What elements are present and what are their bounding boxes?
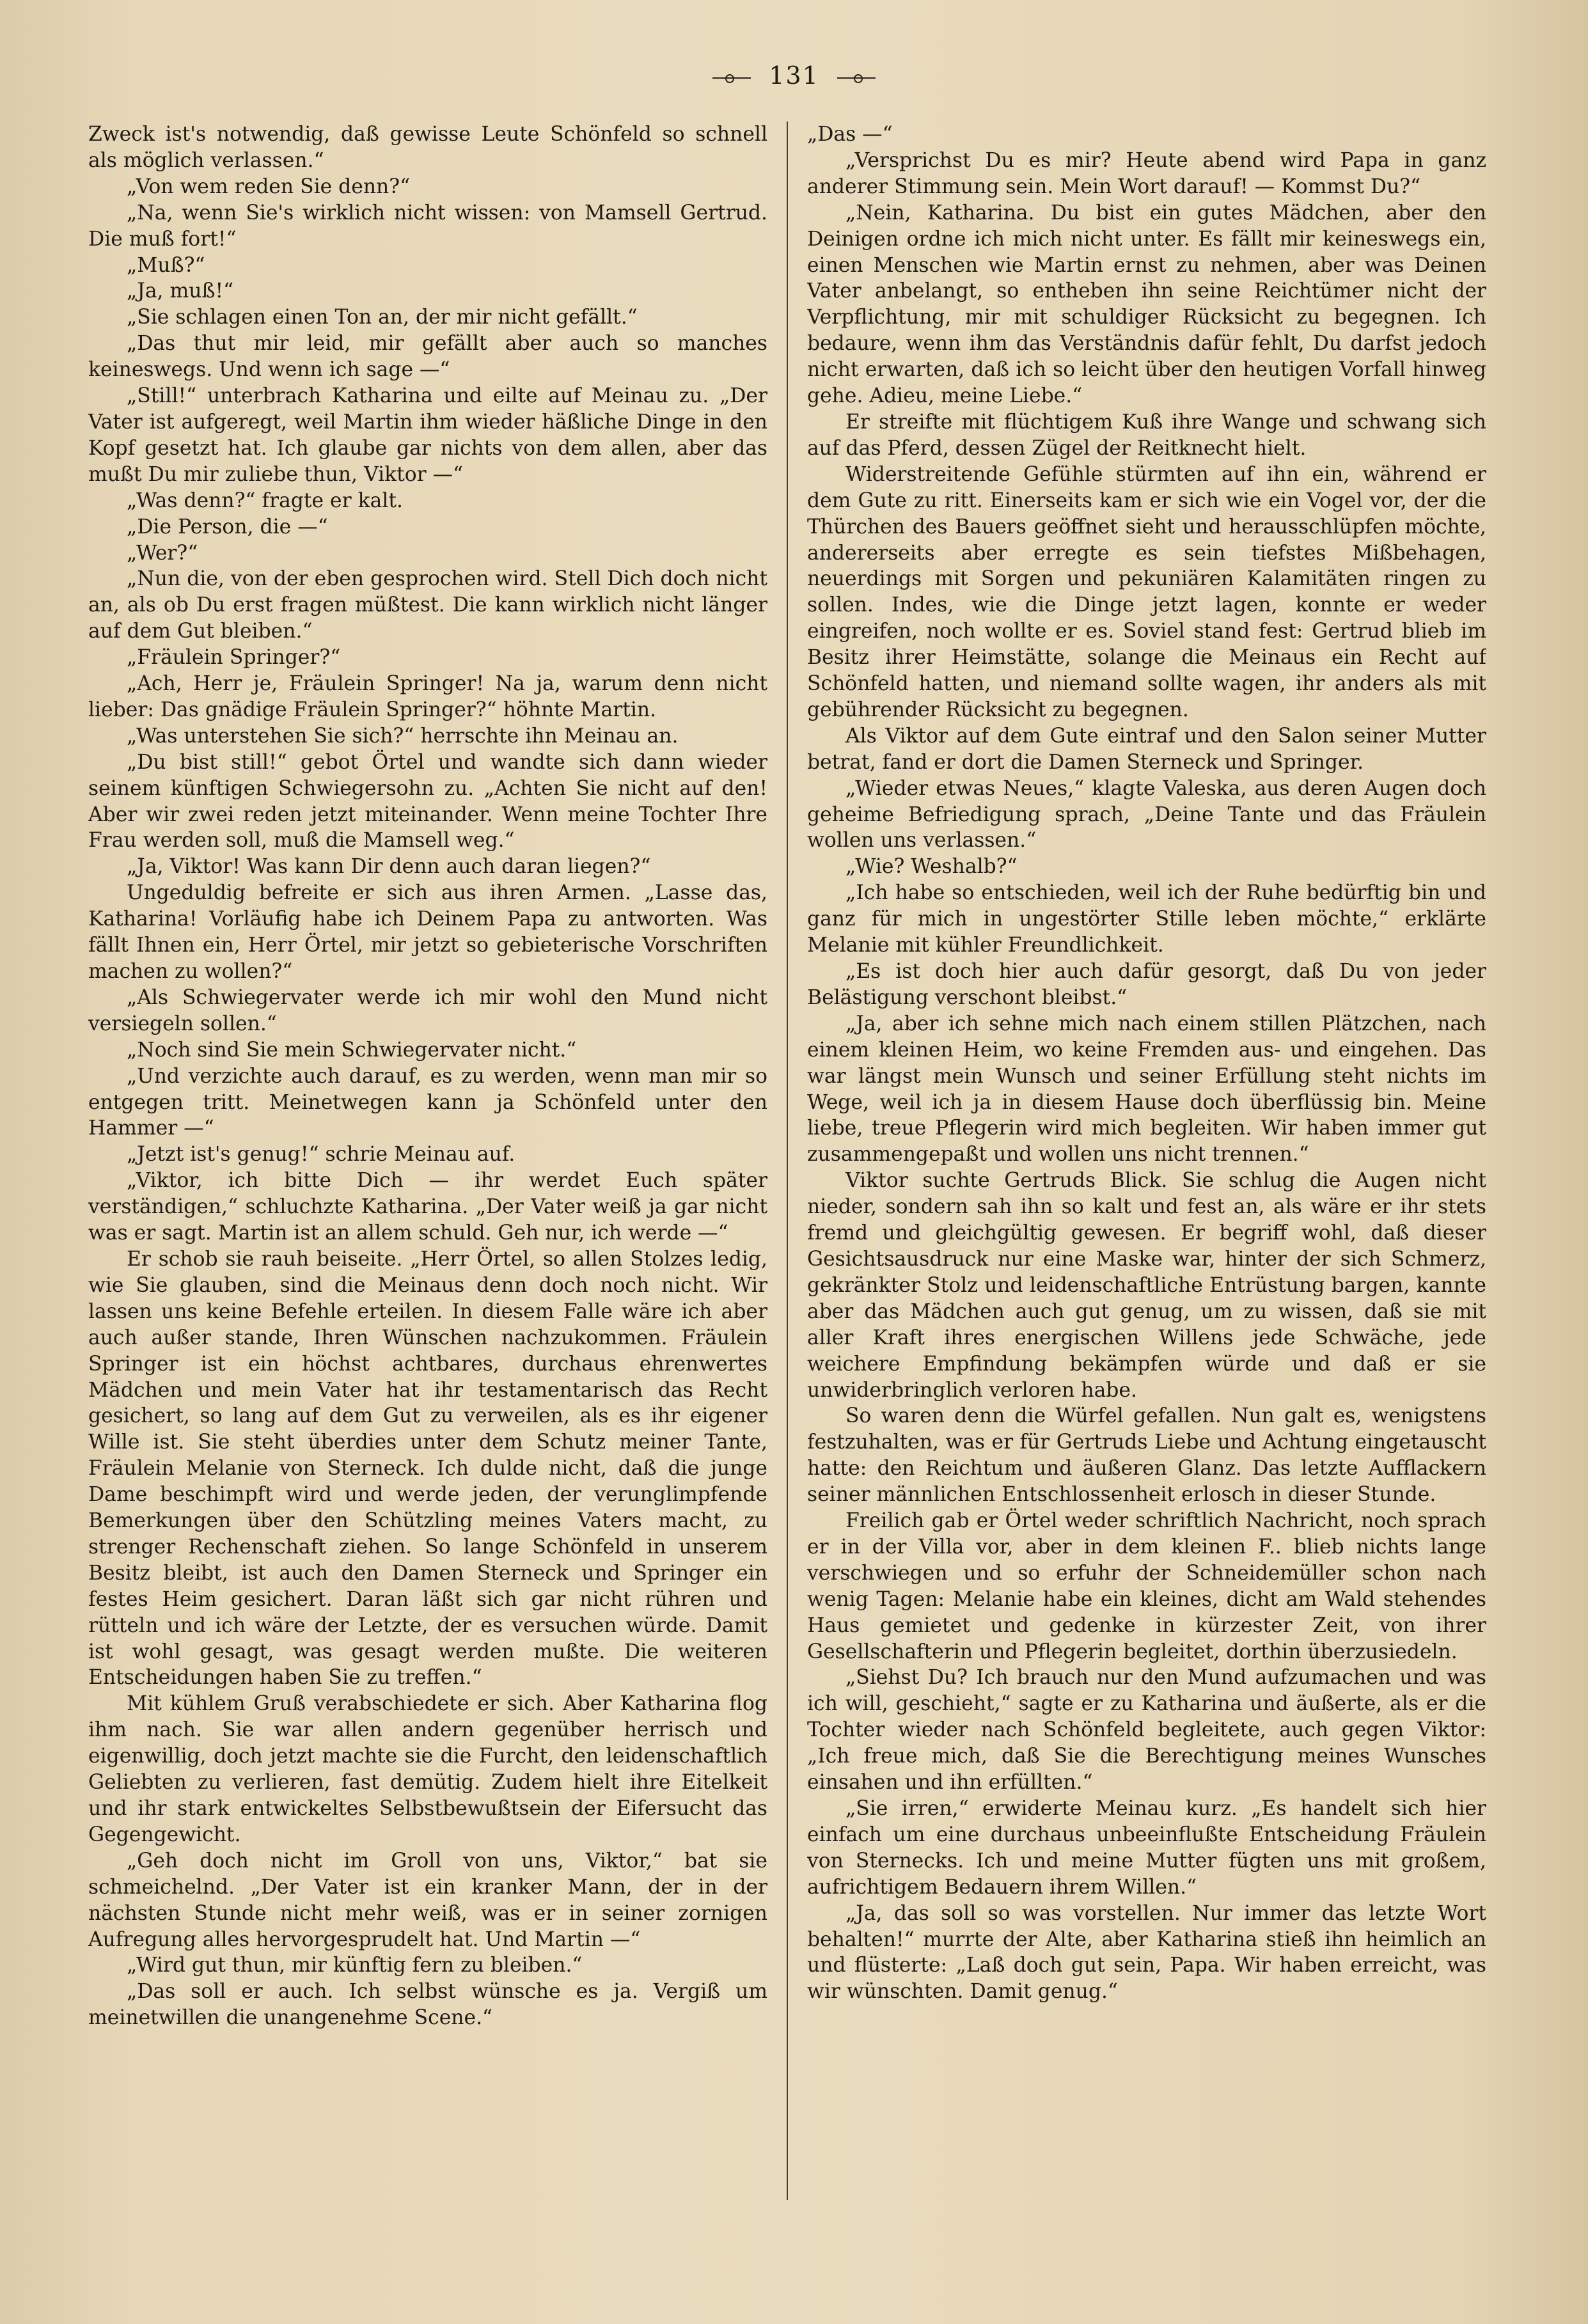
ornament-right-icon — [837, 77, 876, 79]
paragraph: „Nein, Katharina. Du bist ein gutes Mädchen, aber den Deinigen ordne ich mich nicht unter. Es fällt mir keineswegs ein, einen Menschen wie Martin ernst zu nehmen, aber was Deinen Vater anbelangt, so entheben ihn seine Reichtümer nicht der Verpflichtung, mir mit schuldiger Rücksicht zu begegnen. Ich bedaure, wenn ihm das Verständnis dafür fehlt, Du darfst jedoch nicht erwarten, daß ich so leicht über den heutigen Vorfall hinweg gehe. Adieu, meine Liebe.“ — [807, 201, 1486, 408]
paragraph: „Ich habe so entschieden, weil ich der Ruhe bedürftig bin und ganz für mich in ungestörter Stille leben möchte,“ erklärte Melanie mit kühler Freundlichkeit. — [807, 881, 1486, 957]
paragraph: „Wieder etwas Neues,“ klagte Valeska, aus deren Augen doch geheime Befriedigung sprach, „Deine Tante und das Fräulein wollen uns verlassen.“ — [807, 776, 1486, 852]
paragraph: „Wer?“ — [127, 541, 198, 565]
paragraph: Widerstreitende Gefühle stürmten auf ihn ein, während er dem Gute zu ritt. Einerseits kam er sich wie ein Vogel vor, der die Thürchen des Bauers geöffnet sieht und herausschlüpfen möchte, andererseits aber erregte es sein tiefstes Mißbehagen, neuerdings mit Sorgen und pekuniären Kalamitäten ringen zu sollen. Indes, wie die Dinge jetzt lagen, konnte er weder eingreifen, noch wollte er es. Soviel stand fest: Gertrud blieb im Besitz ihrer Heimstätte, solange die Meinaus ein Recht auf Schönfeld hatten, und niemand sollte wagen, ihr anders als mit gebührender Rücksicht zu begegnen. — [807, 462, 1486, 721]
paragraph: „Was unterstehen Sie sich?“ herrschte ihn Meinau an. — [127, 724, 679, 748]
paragraph: Viktor suchte Gertruds Blick. Sie schlug die Augen nicht nieder, sondern sah ihn so kalt und fest an, als wäre er ihr stets fremd und gleichgültig gewesen. Er begriff wohl, daß dieser Gesichtsausdruck nur eine Maske war, hinter der sich Schmerz, gekränkter Stolz und leidenschaftliche Entrüstung bargen, kannte aber das Mädchen auch gut genug, um zu wissen, daß sie mit aller Kraft ihres energischen Willens jede Schwäche, jede weichere Empfindung bekämpfen würde und daß er sie unwiderbringlich verloren habe. — [807, 1169, 1486, 1402]
paragraph: „Als Schwiegervater werde ich mir wohl den Mund nicht versiegeln sollen.“ — [88, 985, 767, 1035]
paragraph: „Viktor, ich bitte Dich — ihr werdet Euch später verständigen,“ schluchzte Katharina. „Der Vater weiß ja gar nicht was er sagt. Martin ist an allem schuld. Geh nur, ich werde —“ — [88, 1169, 767, 1245]
paragraph: „Das thut mir leid, mir gefällt aber auch so manches keineswegs. Und wenn ich sage —“ — [88, 332, 767, 382]
paragraph: Mit kühlem Gruß verabschiedete er sich. Aber Katharina flog ihm nach. Sie war allen andern gegenüber herrisch und eigenwillig, doch jetzt machte sie die Furcht, den leidenschaftlich Geliebten zu verlieren, fast demütig. Zudem hielt ihre Eitelkeit und ihr stark entwickeltes Selbstbewußtsein der Eifersucht das Gegengewicht. — [88, 1692, 767, 1846]
paragraph: „Ach, Herr je, Fräulein Springer! Na ja, warum denn nicht lieber: Das gnädige Fräulein Springer?“ höhnte Martin. — [88, 672, 767, 721]
paragraph: „Na, wenn Sie's wirklich nicht wissen: von Mamsell Gertrud. Die muß fort!“ — [88, 201, 767, 251]
paragraph: „Wie? Weshalb?“ — [845, 855, 1018, 879]
ornament-left-icon — [712, 77, 751, 79]
paragraph: „Ja, Viktor! Was kann Dir denn auch daran liegen?“ — [127, 855, 651, 879]
paragraph: „Sie schlagen einen Ton an, der mir nicht gefällt.“ — [127, 306, 638, 329]
paragraph: „Die Person, die —“ — [127, 515, 328, 538]
paragraph: „Was denn?“ fragte er kalt. — [127, 489, 403, 512]
paragraph: „Sie irren,“ erwiderte Meinau kurz. „Es handelt sich hier einfach um eine durchaus unbeeinflußte Entscheidung Fräulein von Sternecks. Ich und meine Mutter fügten uns mit großem, aufrichtigem Bedauern ihrem Willen.“ — [807, 1797, 1486, 1899]
paragraph: „Und verzichte auch darauf, es zu werden, wenn man mir so entgegen tritt. Meinetwegen kann ja Schönfeld unter den Hammer —“ — [88, 1064, 767, 1140]
left-column — [88, 122, 767, 2206]
paragraph: „Es ist doch hier auch dafür gesorgt, daß Du von jeder Belästigung verschont bleibst.“ — [807, 960, 1486, 1009]
column-divider — [787, 122, 788, 2200]
paragraph: Zweck ist's notwendig, daß gewisse Leute Schönfeld so schnell als möglich verlassen.“ — [88, 123, 767, 172]
paragraph: „Du bist still!“ gebot Örtel und wandte sich dann wieder seinem künftigen Schwiegersohn zu. „Achten Sie nicht auf den! Aber wir zwei reden jetzt miteinander. Wenn meine Tochter Ihre Frau werden soll, muß die Mamsell weg.“ — [88, 750, 767, 852]
paragraph: Er schob sie rauh beiseite. „Herr Örtel, so allen Stolzes ledig, wie Sie glauben, sind die Meinaus denn doch noch nicht. Wir lassen uns keine Befehle erteilen. In diesem Falle wäre ich aber auch außer stande, Ihren Wünschen nachzukommen. Fräulein Springer ist ein höchst achtbares, durchaus ehrenwertes Mädchen und mein Vater hat ihr testamentarisch das Recht gesichert, so lang auf dem Gut zu verweilen, als es ihr eigener Wille ist. Sie steht überdies unter dem Schutz meiner Tante, Fräulein Melanie von Sterneck. Ich dulde nicht, daß die junge Dame beschimpft wird und werde jeden, der verunglimpfende Bemerkungen über den Schützling meines Vaters macht, zu strenger Rechenschaft ziehen. So lange Schönfeld in unserem Besitz bleibt, ist auch den Damen Sterneck und Springer ein festes Heim gesichert. Daran läßt sich gar nicht rühren und rütteln und ich wäre der Letzte, der es versuchen würde. Damit ist wohl gesagt, was gesagt werden mußte. Die weiteren Entscheidungen haben Sie zu treffen.“ — [88, 1247, 767, 1690]
paragraph: „Fräulein Springer?“ — [127, 646, 341, 670]
paragraph: „Geh doch nicht im Groll von uns, Viktor,“ bat sie schmeichelnd. „Der Vater ist ein kranker Mann, der in der nächsten Stunde nicht mehr weiß, was er in seiner zornigen Aufregung alles hervorgesprudelt hat. Und Martin —“ — [88, 1849, 767, 1951]
page-number: 131 — [769, 61, 819, 90]
paragraph: „Versprichst Du es mir? Heute abend wird Papa in ganz anderer Stimmung sein. Mein Wort darauf! — Kommst Du?“ — [807, 148, 1486, 198]
paragraph: Ungeduldig befreite er sich aus ihren Armen. „Lasse das, Katharina! Vorläufig habe ich Deinem Papa zu antworten. Was fällt Ihnen ein, Herr Örtel, mir jetzt so gebieterische Vorschriften machen zu wollen?“ — [88, 881, 767, 983]
paragraph: Als Viktor auf dem Gute eintraf und den Salon seiner Mutter betrat, fand er dort die Damen Sterneck und Springer. — [807, 724, 1486, 774]
paragraph: „Nun die, von der eben gesprochen wird. Stell Dich doch nicht an, als ob Du erst fragen müßtest. Die kann wirklich nicht länger auf dem Gut bleiben.“ — [88, 567, 767, 643]
paragraph: „Das —“ — [807, 123, 893, 146]
paragraph: Er streifte mit flüchtigem Kuß ihre Wange und schwang sich auf das Pferd, dessen Zügel der Reitknecht hielt. — [807, 410, 1486, 460]
paragraph: „Wird gut thun, mir künftig fern zu bleiben.“ — [127, 1954, 583, 1977]
paragraph: So waren denn die Würfel gefallen. Nun galt es, wenigstens festzuhalten, was er für Gertruds Liebe und Achtung eingetauscht hatte: den Reichtum und äußeren Glanz. Das letzte Aufflackern seiner männlichen Entschlossenheit erlosch in dieser Stunde. — [807, 1404, 1486, 1507]
paragraph: „Noch sind Sie mein Schwiegervater nicht.“ — [127, 1038, 577, 1062]
paragraph: „Das soll er auch. Ich selbst wünsche es ja. Vergiß um meinetwillen die unangenehme Scene.“ — [88, 1980, 767, 2030]
paragraph: „Ja, muß!“ — [127, 279, 234, 303]
paragraph: „Von wem reden Sie denn?“ — [127, 175, 411, 198]
page-header — [0, 61, 1588, 90]
paragraph: „Siehst Du? Ich brauch nur den Mund aufzumachen und was ich will, geschieht,“ sagte er zu Katharina und äußerte, als er die Tochter wieder nach Schönfeld begleitete, auch gegen Viktor: „Ich freue mich, daß Sie die Berechtigung meines Wunsches einsahen und ihn erfüllten.“ — [807, 1666, 1486, 1794]
paragraph: „Muß?“ — [127, 253, 205, 277]
paragraph: „Still!“ unterbrach Katharina und eilte auf Meinau zu. „Der Vater ist aufgeregt, weil Martin ihm wieder häßliche Dinge in den Kopf gesetzt hat. Ich glaube gar nichts von dem allen, aber das mußt Du mir zuliebe thun, Viktor —“ — [88, 384, 767, 486]
paragraph: „Ja, das soll so was vorstellen. Nur immer das letzte Wort behalten!“ murrte der Alte, aber Katharina stieß ihn heimlich an und flüsterte: „Laß doch gut sein, Papa. Wir haben erreicht, was wir wünschten. Damit genug.“ — [807, 1901, 1486, 2004]
paragraph: „Jetzt ist's genug!“ schrie Meinau auf. — [127, 1143, 515, 1166]
paragraph: Freilich gab er Örtel weder schriftlich Nachricht, noch sprach er in der Villa vor, aber in dem kleinen F.. blieb nichts lange verschwiegen und so erfuhr der Schneidemüller schon nach wenig Tagen: Melanie habe ein kleines, dicht am Wald stehendes Haus gemietet und gedenke in kürzester Zeit, von ihrer Gesellschafterin und Pflegerin begleitet, dorthin überzusiedeln. — [807, 1509, 1486, 1663]
paragraph: „Ja, aber ich sehne mich nach einem stillen Plätzchen, nach einem kleinen Heim, wo keine Fremden aus- und eingehen. Das war längst mein Wunsch und seiner Erfüllung steht nichts im Wege, weil ich ja in diesem Hause doch überflüssig bin. Meine liebe, treue Pflegerin wird mich begleiten. Wir haben immer gut zusammengepaßt und wollen uns nicht trennen.“ — [807, 1012, 1486, 1166]
right-column — [807, 122, 1486, 2206]
